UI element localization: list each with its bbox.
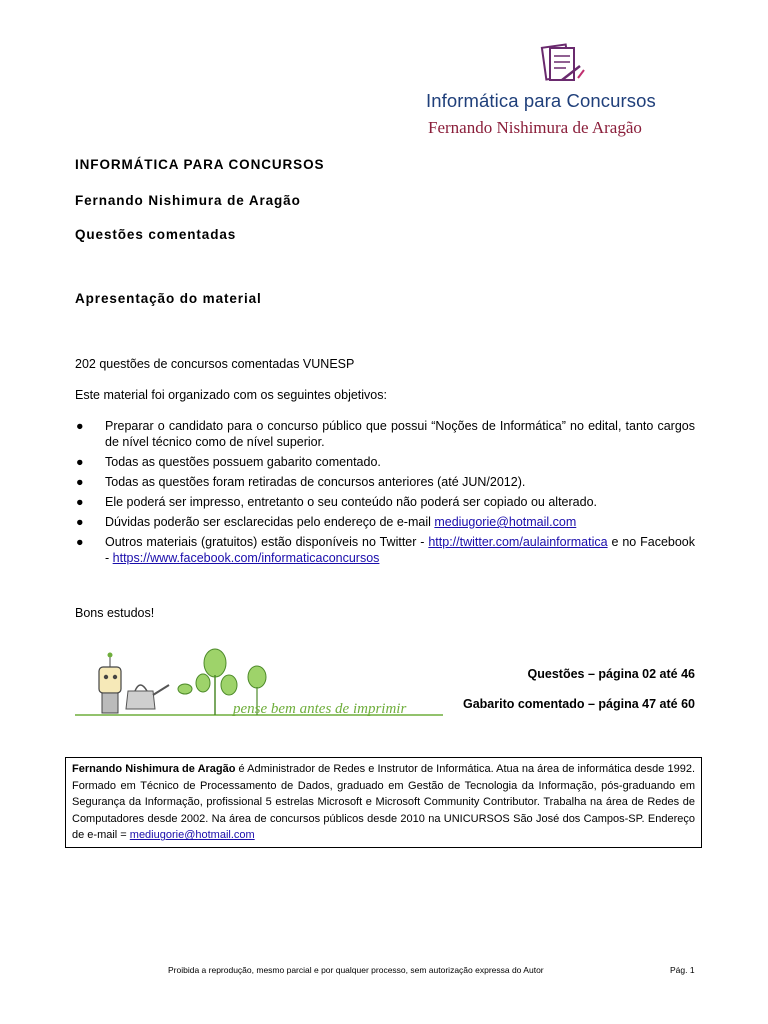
bullet-icon: ● (76, 515, 84, 529)
watering-can-icon (126, 685, 169, 709)
list-item-text: Preparar o candidato para o concurso público que possui “Noções de Informática” no edital, tanto cargos de nível técnico como de nível superior. (105, 419, 695, 449)
list-item (75, 454, 695, 470)
document-title: INFORMÁTICA PARA CONCURSOS (75, 157, 325, 172)
answers-pages: Gabarito comentado – página 47 até 60 (462, 697, 695, 711)
plant-caption: pense bem antes de imprimir (233, 701, 407, 717)
list-item-text: Todas as questões possuem gabarito comentado. (105, 455, 381, 469)
intro-line-1: 202 questões de concursos comentadas VUNESP (75, 357, 355, 371)
bio-author-name: Fernando Nishimura de Aragão (72, 763, 236, 775)
section-heading: Apresentação do material (75, 291, 262, 306)
header-logo (424, 40, 714, 140)
list-item-text: Ele poderá ser impresso, entretanto o seu conteúdo não poderá ser copiado ou alterado. (105, 495, 597, 509)
footer-notice: Proibida a reprodução, mesmo parcial e por qualquer processo, sem autorização expressa do Autor (168, 965, 544, 975)
list-item-text: e no Facebook - (105, 535, 695, 565)
list-item (75, 474, 695, 490)
bullet-icon: ● (76, 535, 84, 549)
bullet-icon: ● (76, 419, 84, 433)
bullet-icon: ● (76, 475, 84, 489)
list-item (75, 418, 695, 450)
questions-pages: Questões – página 02 até 46 (527, 667, 695, 681)
robot-icon (99, 653, 121, 714)
list-item-text: Todas as questões foram retiradas de concursos anteriores (até JUN/2012). (105, 475, 526, 489)
email-link[interactable]: mediugorie@hotmail.com (434, 515, 577, 529)
document-subtitle: Questões comentadas (75, 227, 237, 242)
page-number: Pág. 1 (670, 965, 695, 975)
list-item-text: Outros materiais (gratuitos) estão disponíveis no Twitter - (105, 535, 429, 549)
intro-line-2: Este material foi organizado com os seguintes objetivos: (75, 388, 387, 402)
document-author: Fernando Nishimura de Aragão (75, 193, 301, 208)
objectives-list (75, 418, 695, 570)
list-item (75, 494, 695, 510)
closing-text: Bons estudos! (75, 606, 155, 620)
bio-email-link[interactable]: mediugorie@hotmail.com (129, 829, 255, 842)
list-item (75, 534, 695, 566)
bullet-icon: ● (76, 455, 84, 469)
logo-title: Informática para Concursos (426, 90, 656, 111)
print-reminder-illustration (73, 645, 445, 720)
bio-text: é Administrador de Redes e Instrutor de Informática. Atua na área de informática desde 1992. Formado em Técnico de Processamento de Dados, graduado em Gestão de Tecnologia da Informação, pós-graduando em Segurança da Informação, profissional 5 estrelas Microsoft e Microsoft Community Contributor. Trabalha na área de Redes de Computadores desde 2002. Na área de concursos públicos desde 2010 na UNICURSOS São José dos Campos-SP. Endereço de e-mail = (72, 763, 695, 842)
author-bio-box (65, 757, 702, 848)
list-item (75, 514, 695, 530)
bullet-icon: ● (76, 495, 84, 509)
logo-author: Fernando Nishimura de Aragão (428, 118, 642, 137)
facebook-link[interactable]: https://www.facebook.com/informaticaconcursos (112, 551, 380, 565)
list-item-text: Dúvidas poderão ser esclarecidas pelo endereço de e-mail (105, 515, 435, 529)
document-pen-icon (534, 40, 594, 88)
twitter-link[interactable]: http://twitter.com/aulainformatica (428, 535, 608, 549)
